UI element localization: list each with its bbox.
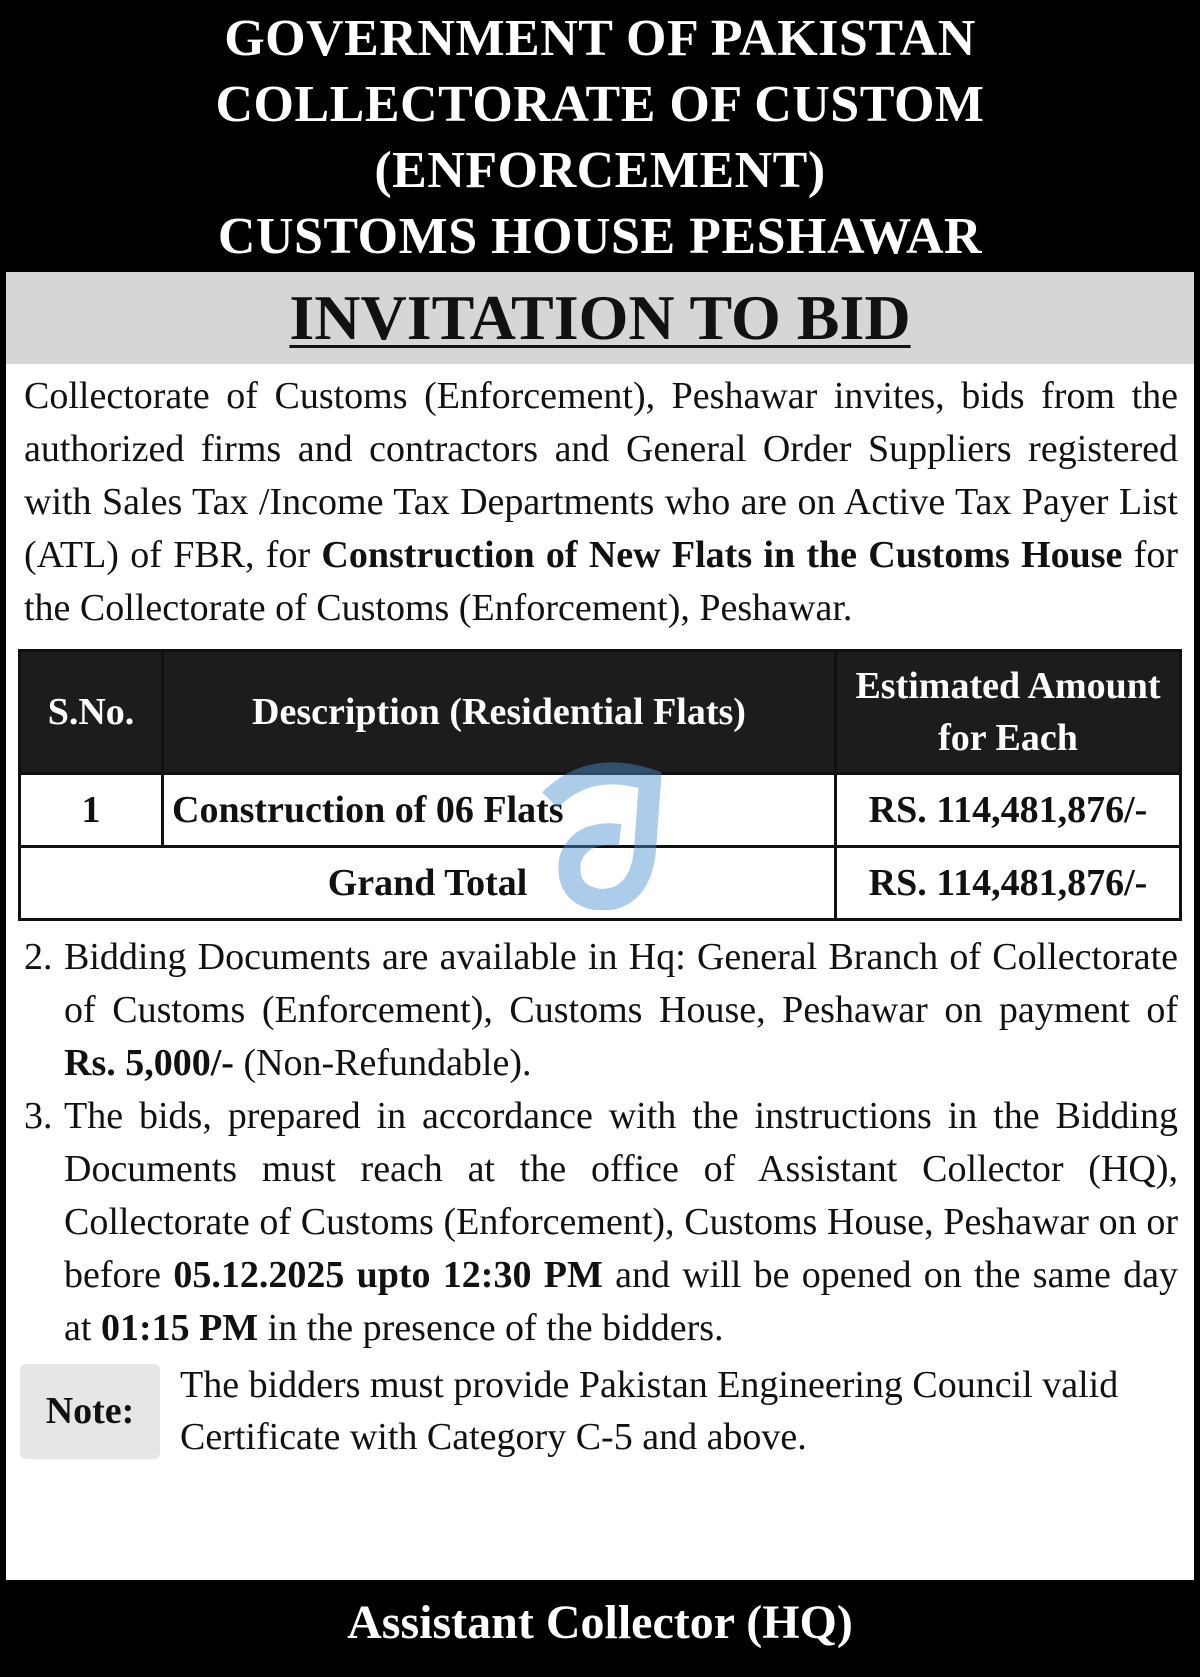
item-text	[64, 1090, 1178, 1355]
text: in the presence of the bidders.	[258, 1307, 724, 1349]
header	[0, 0, 1200, 272]
title: INVITATION TO BID	[289, 282, 911, 353]
cell-sno: 1	[20, 774, 163, 847]
watermark-logo-icon	[530, 760, 670, 910]
cell-amount: RS. 114,481,876/-	[836, 774, 1181, 847]
header-line: CUSTOMS HOUSE PESHAWAR	[217, 208, 983, 265]
header-line: (ENFORCEMENT)	[374, 142, 826, 199]
item-number: 2.	[24, 936, 53, 978]
note-text: The bidders must provide Pakistan Engineering Council valid Certificate with Category C-5 and above.	[180, 1364, 1119, 1458]
deadline: 05.12.2025 upto 12:30 PM	[173, 1254, 603, 1296]
item-number: 3.	[24, 1095, 53, 1137]
table-header-row	[20, 651, 1181, 774]
intro-text: Collectorate of Customs (Enforcement), Peshawar invites, bids from the authorized firms and contractors and General Order Suppliers registered with Sales Tax /Income Tax Departments who are on Active Tax Payer List (ATL) of FBR, for	[24, 375, 1178, 576]
item-text	[64, 931, 1178, 1090]
total-amount: RS. 114,481,876/-	[836, 847, 1181, 920]
items-list	[6, 921, 1194, 1355]
list-item	[24, 931, 1178, 1090]
cell-description: Construction of 06 Flats	[163, 774, 836, 847]
fee: Rs. 5,000/-	[64, 1042, 234, 1084]
text: Bidding Documents are available in Hq: General Branch of Collectorate of Customs (Enforcement), Customs House, Peshawar on payment of	[64, 936, 1178, 1031]
header-line: COLLECTORATE OF CUSTOM	[215, 76, 985, 133]
intro-paragraph	[6, 364, 1194, 635]
title-band	[6, 272, 1194, 364]
col-amount: Estimated Amount for Each	[836, 651, 1181, 774]
intro-bold: Construction of New Flats in the Customs House	[321, 534, 1123, 576]
text: (Non-Refundable).	[233, 1042, 532, 1084]
header-line: GOVERNMENT OF PAKISTAN	[224, 10, 976, 67]
intro-text-end: for the Collectorate of Customs (Enforcement), Peshawar.	[24, 534, 1178, 629]
total-label: Grand Total	[20, 847, 836, 920]
text: The bids, prepared in accordance with the instructions in the Bidding Documents must reach at the office of Assistant Collector (HQ), Collectorate of Customs (Enforcement), Customs House, Peshawar on or before	[64, 1095, 1178, 1296]
note-label: Note:	[20, 1364, 160, 1459]
list-item	[24, 1090, 1178, 1355]
col-sno: S.No.	[20, 651, 163, 774]
signatory: Assistant Collector (HQ)	[347, 1596, 853, 1649]
text: and will be opened on the same day at	[64, 1254, 1179, 1349]
col-description: Description (Residential Flats)	[163, 651, 836, 774]
opening-time: 01:15 PM	[100, 1307, 259, 1349]
notice-body	[6, 272, 1194, 1580]
note	[20, 1359, 1194, 1463]
